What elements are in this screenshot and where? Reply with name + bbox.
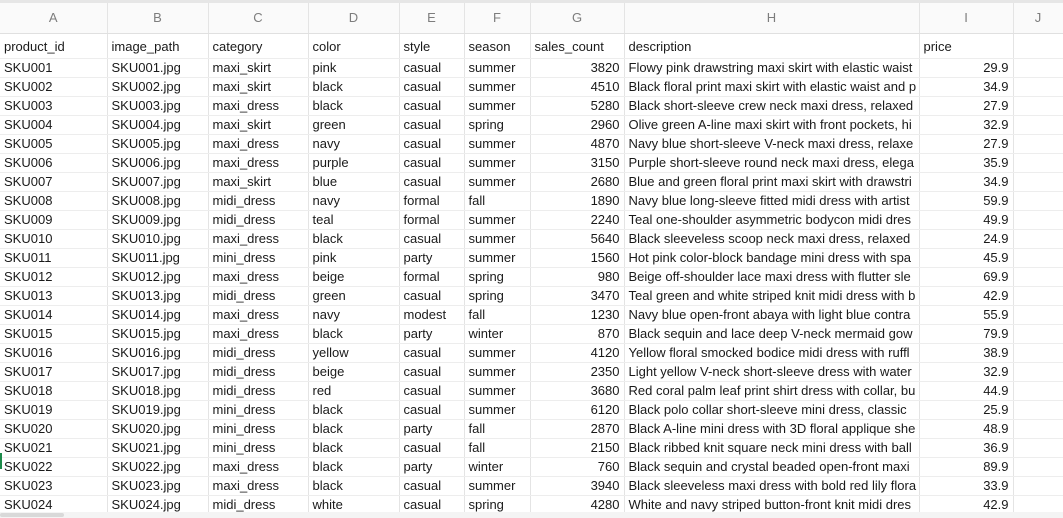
header-cell-color[interactable]: color: [308, 34, 399, 59]
sales-count-cell[interactable]: 2240: [530, 211, 624, 230]
category-cell[interactable]: midi_dress: [208, 192, 308, 211]
style-cell[interactable]: casual: [399, 287, 464, 306]
style-cell[interactable]: party: [399, 420, 464, 439]
category-cell[interactable]: maxi_dress: [208, 477, 308, 496]
category-cell[interactable]: maxi_dress: [208, 325, 308, 344]
description-cell[interactable]: Navy blue long-sleeve fitted midi dress with artist: [624, 192, 919, 211]
empty-cell[interactable]: [1013, 325, 1063, 344]
table-row: [0, 78, 1063, 97]
style-cell[interactable]: formal: [399, 211, 464, 230]
category-cell[interactable]: midi_dress: [208, 287, 308, 306]
table-row: [0, 249, 1063, 268]
category-cell[interactable]: midi_dress: [208, 344, 308, 363]
season-cell[interactable]: summer: [464, 211, 530, 230]
season-cell[interactable]: fall: [464, 420, 530, 439]
product-id-cell[interactable]: SKU005: [0, 135, 107, 154]
field-header-row: [0, 34, 1063, 59]
product-id-cell[interactable]: SKU022: [0, 458, 107, 477]
image-path-cell[interactable]: SKU009.jpg: [107, 211, 208, 230]
empty-cell[interactable]: [1013, 477, 1063, 496]
color-cell[interactable]: black: [308, 477, 399, 496]
image-path-cell[interactable]: SKU013.jpg: [107, 287, 208, 306]
empty-cell[interactable]: [1013, 135, 1063, 154]
description-cell[interactable]: Flowy pink drawstring maxi skirt with elastic waist: [624, 59, 919, 78]
style-cell[interactable]: casual: [399, 230, 464, 249]
description-cell[interactable]: Teal one-shoulder asymmetric bodycon midi dres: [624, 211, 919, 230]
description-cell[interactable]: Black ribbed knit square neck mini dress with ball: [624, 439, 919, 458]
sales-count-cell[interactable]: 3150: [530, 154, 624, 173]
price-cell[interactable]: 44.9: [919, 382, 1013, 401]
price-cell[interactable]: 34.9: [919, 173, 1013, 192]
season-cell[interactable]: summer: [464, 249, 530, 268]
empty-cell[interactable]: [1013, 78, 1063, 97]
table-row: [0, 230, 1063, 249]
color-cell[interactable]: blue: [308, 173, 399, 192]
sales-count-cell[interactable]: 4870: [530, 135, 624, 154]
category-cell[interactable]: maxi_dress: [208, 458, 308, 477]
description-cell[interactable]: Navy blue short-sleeve V-neck maxi dress, relaxe: [624, 135, 919, 154]
column-header-e[interactable]: E: [399, 3, 464, 34]
image-path-cell[interactable]: SKU019.jpg: [107, 401, 208, 420]
price-cell[interactable]: 32.9: [919, 116, 1013, 135]
image-path-cell[interactable]: SKU011.jpg: [107, 249, 208, 268]
empty-cell[interactable]: [1013, 306, 1063, 325]
color-cell[interactable]: black: [308, 458, 399, 477]
table-row: [0, 382, 1063, 401]
table-row: [0, 439, 1063, 458]
category-cell[interactable]: maxi_dress: [208, 135, 308, 154]
price-cell[interactable]: 89.9: [919, 458, 1013, 477]
price-cell[interactable]: 36.9: [919, 439, 1013, 458]
header-cell-season[interactable]: season: [464, 34, 530, 59]
empty-cell[interactable]: [1013, 230, 1063, 249]
image-path-cell[interactable]: SKU017.jpg: [107, 363, 208, 382]
season-cell[interactable]: fall: [464, 439, 530, 458]
table-row: [0, 192, 1063, 211]
image-path-cell[interactable]: SKU014.jpg: [107, 306, 208, 325]
sales-count-cell[interactable]: 2150: [530, 439, 624, 458]
product-id-cell[interactable]: SKU007: [0, 173, 107, 192]
category-cell[interactable]: maxi_dress: [208, 306, 308, 325]
table-row: [0, 287, 1063, 306]
product-id-cell[interactable]: SKU018: [0, 382, 107, 401]
style-cell[interactable]: casual: [399, 382, 464, 401]
color-cell[interactable]: black: [308, 401, 399, 420]
table-row: [0, 344, 1063, 363]
table-row: [0, 154, 1063, 173]
table-row: [0, 268, 1063, 287]
style-cell[interactable]: casual: [399, 116, 464, 135]
empty-cell[interactable]: [1013, 211, 1063, 230]
table-row: [0, 116, 1063, 135]
header-cell-sales-count[interactable]: sales_count: [530, 34, 624, 59]
style-cell[interactable]: party: [399, 458, 464, 477]
table-row: [0, 363, 1063, 382]
style-cell[interactable]: casual: [399, 78, 464, 97]
table-row: [0, 59, 1063, 78]
season-cell[interactable]: summer: [464, 382, 530, 401]
sales-count-cell[interactable]: 1230: [530, 306, 624, 325]
column-header-i[interactable]: I: [919, 3, 1013, 34]
empty-cell[interactable]: [1013, 97, 1063, 116]
product-id-cell[interactable]: SKU013: [0, 287, 107, 306]
category-cell[interactable]: maxi_skirt: [208, 173, 308, 192]
season-cell[interactable]: summer: [464, 154, 530, 173]
product-id-cell[interactable]: SKU010: [0, 230, 107, 249]
horizontal-scrollbar[interactable]: [0, 512, 1063, 518]
color-cell[interactable]: yellow: [308, 344, 399, 363]
season-cell[interactable]: spring: [464, 496, 530, 515]
spreadsheet-grid[interactable]: [0, 3, 1063, 518]
empty-cell[interactable]: [1013, 439, 1063, 458]
color-cell[interactable]: beige: [308, 268, 399, 287]
price-cell[interactable]: 33.9: [919, 477, 1013, 496]
image-path-cell[interactable]: SKU004.jpg: [107, 116, 208, 135]
table-row: [0, 211, 1063, 230]
image-path-cell[interactable]: SKU005.jpg: [107, 135, 208, 154]
color-cell[interactable]: green: [308, 287, 399, 306]
product-id-cell[interactable]: SKU020: [0, 420, 107, 439]
season-cell[interactable]: summer: [464, 363, 530, 382]
color-cell[interactable]: purple: [308, 154, 399, 173]
column-header-c[interactable]: C: [208, 3, 308, 34]
price-cell[interactable]: 34.9: [919, 78, 1013, 97]
empty-cell[interactable]: [1013, 382, 1063, 401]
image-path-cell[interactable]: SKU022.jpg: [107, 458, 208, 477]
header-cell-category[interactable]: category: [208, 34, 308, 59]
season-cell[interactable]: fall: [464, 192, 530, 211]
image-path-cell[interactable]: SKU001.jpg: [107, 59, 208, 78]
product-id-cell[interactable]: SKU003: [0, 97, 107, 116]
image-path-cell[interactable]: SKU007.jpg: [107, 173, 208, 192]
description-cell[interactable]: Blue and green floral print maxi skirt with drawstri: [624, 173, 919, 192]
header-cell-description[interactable]: description: [624, 34, 919, 59]
price-cell[interactable]: 35.9: [919, 154, 1013, 173]
category-cell[interactable]: midi_dress: [208, 496, 308, 515]
table-row: [0, 325, 1063, 344]
description-cell[interactable]: Black A-line mini dress with 3D floral applique she: [624, 420, 919, 439]
header-cell-price[interactable]: price: [919, 34, 1013, 59]
price-cell[interactable]: 49.9: [919, 211, 1013, 230]
price-cell[interactable]: 29.9: [919, 59, 1013, 78]
header-cell-product-id[interactable]: product_id: [0, 34, 107, 59]
style-cell[interactable]: casual: [399, 496, 464, 515]
color-cell[interactable]: pink: [308, 249, 399, 268]
style-cell[interactable]: casual: [399, 135, 464, 154]
season-cell[interactable]: summer: [464, 173, 530, 192]
price-cell[interactable]: 42.9: [919, 496, 1013, 515]
product-id-cell[interactable]: SKU011: [0, 249, 107, 268]
product-id-cell[interactable]: SKU021: [0, 439, 107, 458]
description-cell[interactable]: Black sleeveless maxi dress with bold red lily flora: [624, 477, 919, 496]
description-cell[interactable]: Yellow floral smocked bodice midi dress with ruffl: [624, 344, 919, 363]
season-cell[interactable]: spring: [464, 268, 530, 287]
style-cell[interactable]: casual: [399, 154, 464, 173]
product-id-cell[interactable]: SKU002: [0, 78, 107, 97]
empty-cell[interactable]: [1013, 268, 1063, 287]
empty-cell[interactable]: [1013, 249, 1063, 268]
price-cell[interactable]: 69.9: [919, 268, 1013, 287]
sales-count-cell[interactable]: 4510: [530, 78, 624, 97]
description-cell[interactable]: Black short-sleeve crew neck maxi dress, relaxed: [624, 97, 919, 116]
product-id-cell[interactable]: SKU017: [0, 363, 107, 382]
category-cell[interactable]: maxi_skirt: [208, 78, 308, 97]
image-path-cell[interactable]: SKU021.jpg: [107, 439, 208, 458]
style-cell[interactable]: party: [399, 325, 464, 344]
description-cell[interactable]: Black polo collar short-sleeve mini dress, classic: [624, 401, 919, 420]
sales-count-cell[interactable]: 4120: [530, 344, 624, 363]
empty-cell[interactable]: [1013, 34, 1063, 59]
column-header-a[interactable]: A: [0, 3, 107, 34]
empty-cell[interactable]: [1013, 173, 1063, 192]
header-cell-image-path[interactable]: image_path: [107, 34, 208, 59]
product-id-cell[interactable]: SKU009: [0, 211, 107, 230]
product-id-cell[interactable]: SKU004: [0, 116, 107, 135]
price-cell[interactable]: 24.9: [919, 230, 1013, 249]
style-cell[interactable]: party: [399, 249, 464, 268]
category-cell[interactable]: mini_dress: [208, 401, 308, 420]
category-cell[interactable]: maxi_dress: [208, 268, 308, 287]
product-id-cell[interactable]: SKU019: [0, 401, 107, 420]
price-cell[interactable]: 27.9: [919, 97, 1013, 116]
season-cell[interactable]: summer: [464, 230, 530, 249]
sales-count-cell[interactable]: 3940: [530, 477, 624, 496]
image-path-cell[interactable]: SKU024.jpg: [107, 496, 208, 515]
style-cell[interactable]: casual: [399, 97, 464, 116]
price-cell[interactable]: 38.9: [919, 344, 1013, 363]
sales-count-cell[interactable]: 1890: [530, 192, 624, 211]
color-cell[interactable]: black: [308, 325, 399, 344]
sales-count-cell[interactable]: 4280: [530, 496, 624, 515]
column-header-b[interactable]: B: [107, 3, 208, 34]
category-cell[interactable]: maxi_dress: [208, 97, 308, 116]
description-cell[interactable]: Olive green A-line maxi skirt with front pockets, hi: [624, 116, 919, 135]
color-cell[interactable]: black: [308, 439, 399, 458]
table-row: [0, 135, 1063, 154]
description-cell[interactable]: Black sleeveless scoop neck maxi dress, relaxed: [624, 230, 919, 249]
header-cell-style[interactable]: style: [399, 34, 464, 59]
season-cell[interactable]: summer: [464, 78, 530, 97]
empty-cell[interactable]: [1013, 116, 1063, 135]
column-header-f[interactable]: F: [464, 3, 530, 34]
category-cell[interactable]: maxi_dress: [208, 230, 308, 249]
price-cell[interactable]: 45.9: [919, 249, 1013, 268]
style-cell[interactable]: formal: [399, 192, 464, 211]
sales-count-cell[interactable]: 2960: [530, 116, 624, 135]
table-row: [0, 401, 1063, 420]
empty-cell[interactable]: [1013, 420, 1063, 439]
table-row: [0, 458, 1063, 477]
category-cell[interactable]: mini_dress: [208, 420, 308, 439]
image-path-cell[interactable]: SKU003.jpg: [107, 97, 208, 116]
color-cell[interactable]: black: [308, 97, 399, 116]
price-cell[interactable]: 42.9: [919, 287, 1013, 306]
product-id-cell[interactable]: SKU014: [0, 306, 107, 325]
image-path-cell[interactable]: SKU023.jpg: [107, 477, 208, 496]
price-cell[interactable]: 32.9: [919, 363, 1013, 382]
style-cell[interactable]: casual: [399, 477, 464, 496]
description-cell[interactable]: Black sequin and lace deep V-neck mermaid gow: [624, 325, 919, 344]
empty-cell[interactable]: [1013, 59, 1063, 78]
style-cell[interactable]: modest: [399, 306, 464, 325]
column-header-h[interactable]: H: [624, 3, 919, 34]
sales-count-cell[interactable]: 3680: [530, 382, 624, 401]
color-cell[interactable]: navy: [308, 306, 399, 325]
price-cell[interactable]: 27.9: [919, 135, 1013, 154]
table-row: [0, 97, 1063, 116]
color-cell[interactable]: teal: [308, 211, 399, 230]
category-cell[interactable]: mini_dress: [208, 439, 308, 458]
season-cell[interactable]: spring: [464, 116, 530, 135]
scrollbar-thumb[interactable]: [0, 513, 64, 517]
color-cell[interactable]: green: [308, 116, 399, 135]
color-cell[interactable]: pink: [308, 59, 399, 78]
description-cell[interactable]: Hot pink color-block bandage mini dress with spa: [624, 249, 919, 268]
sales-count-cell[interactable]: 2680: [530, 173, 624, 192]
sales-count-cell[interactable]: 2870: [530, 420, 624, 439]
category-cell[interactable]: maxi_dress: [208, 154, 308, 173]
price-cell[interactable]: 25.9: [919, 401, 1013, 420]
table-row: [0, 420, 1063, 439]
category-cell[interactable]: maxi_skirt: [208, 116, 308, 135]
empty-cell[interactable]: [1013, 344, 1063, 363]
description-cell[interactable]: Beige off-shoulder lace maxi dress with flutter sle: [624, 268, 919, 287]
image-path-cell[interactable]: SKU012.jpg: [107, 268, 208, 287]
description-cell[interactable]: Purple short-sleeve round neck maxi dress, elega: [624, 154, 919, 173]
price-cell[interactable]: 48.9: [919, 420, 1013, 439]
empty-cell[interactable]: [1013, 401, 1063, 420]
season-cell[interactable]: winter: [464, 325, 530, 344]
product-id-cell[interactable]: SKU015: [0, 325, 107, 344]
price-cell[interactable]: 55.9: [919, 306, 1013, 325]
category-cell[interactable]: maxi_skirt: [208, 59, 308, 78]
price-cell[interactable]: 79.9: [919, 325, 1013, 344]
sales-count-cell[interactable]: 760: [530, 458, 624, 477]
style-cell[interactable]: casual: [399, 59, 464, 78]
season-cell[interactable]: spring: [464, 287, 530, 306]
color-cell[interactable]: red: [308, 382, 399, 401]
product-id-cell[interactable]: SKU001: [0, 59, 107, 78]
image-path-cell[interactable]: SKU015.jpg: [107, 325, 208, 344]
season-cell[interactable]: summer: [464, 401, 530, 420]
image-path-cell[interactable]: SKU006.jpg: [107, 154, 208, 173]
image-path-cell[interactable]: SKU002.jpg: [107, 78, 208, 97]
style-cell[interactable]: casual: [399, 173, 464, 192]
sales-count-cell[interactable]: 2350: [530, 363, 624, 382]
table-row: [0, 306, 1063, 325]
color-cell[interactable]: black: [308, 230, 399, 249]
empty-cell[interactable]: [1013, 154, 1063, 173]
season-cell[interactable]: summer: [464, 135, 530, 154]
image-path-cell[interactable]: SKU018.jpg: [107, 382, 208, 401]
category-cell[interactable]: midi_dress: [208, 382, 308, 401]
product-id-cell[interactable]: SKU023: [0, 477, 107, 496]
color-cell[interactable]: navy: [308, 192, 399, 211]
column-header-d[interactable]: D: [308, 3, 399, 34]
empty-cell[interactable]: [1013, 192, 1063, 211]
active-cell-marker: [0, 453, 2, 469]
season-cell[interactable]: summer: [464, 59, 530, 78]
data-table: [0, 3, 1063, 515]
style-cell[interactable]: casual: [399, 363, 464, 382]
product-id-cell[interactable]: SKU006: [0, 154, 107, 173]
category-cell[interactable]: midi_dress: [208, 363, 308, 382]
table-row: [0, 477, 1063, 496]
image-path-cell[interactable]: SKU010.jpg: [107, 230, 208, 249]
empty-cell[interactable]: [1013, 458, 1063, 477]
sales-count-cell[interactable]: 5280: [530, 97, 624, 116]
season-cell[interactable]: summer: [464, 344, 530, 363]
product-id-cell[interactable]: SKU008: [0, 192, 107, 211]
description-cell[interactable]: Red coral palm leaf print shirt dress with collar, bu: [624, 382, 919, 401]
sales-count-cell[interactable]: 5640: [530, 230, 624, 249]
sales-count-cell[interactable]: 980: [530, 268, 624, 287]
sales-count-cell[interactable]: 3470: [530, 287, 624, 306]
price-cell[interactable]: 59.9: [919, 192, 1013, 211]
image-path-cell[interactable]: SKU016.jpg: [107, 344, 208, 363]
color-cell[interactable]: black: [308, 420, 399, 439]
empty-cell[interactable]: [1013, 287, 1063, 306]
color-cell[interactable]: navy: [308, 135, 399, 154]
color-cell[interactable]: black: [308, 78, 399, 97]
product-id-cell[interactable]: SKU024: [0, 496, 107, 515]
style-cell[interactable]: casual: [399, 401, 464, 420]
description-cell[interactable]: Navy blue open-front abaya with light blue contra: [624, 306, 919, 325]
season-cell[interactable]: summer: [464, 97, 530, 116]
description-cell[interactable]: Black floral print maxi skirt with elastic waist and p: [624, 78, 919, 97]
product-id-cell[interactable]: SKU012: [0, 268, 107, 287]
description-cell[interactable]: Black sequin and crystal beaded open-front maxi: [624, 458, 919, 477]
color-cell[interactable]: beige: [308, 363, 399, 382]
sales-count-cell[interactable]: 6120: [530, 401, 624, 420]
table-row: [0, 173, 1063, 192]
category-cell[interactable]: midi_dress: [208, 211, 308, 230]
column-header-row: [0, 3, 1063, 34]
style-cell[interactable]: formal: [399, 268, 464, 287]
column-header-g[interactable]: G: [530, 3, 624, 34]
season-cell[interactable]: summer: [464, 477, 530, 496]
color-cell[interactable]: white: [308, 496, 399, 515]
description-cell[interactable]: White and navy striped button-front knit midi dres: [624, 496, 919, 515]
column-header-j[interactable]: J: [1013, 3, 1063, 34]
empty-cell[interactable]: [1013, 363, 1063, 382]
style-cell[interactable]: casual: [399, 344, 464, 363]
sales-count-cell[interactable]: 870: [530, 325, 624, 344]
description-cell[interactable]: Teal green and white striped knit midi dress with b: [624, 287, 919, 306]
style-cell[interactable]: casual: [399, 439, 464, 458]
season-cell[interactable]: fall: [464, 306, 530, 325]
description-cell[interactable]: Light yellow V-neck short-sleeve dress with water: [624, 363, 919, 382]
category-cell[interactable]: mini_dress: [208, 249, 308, 268]
product-id-cell[interactable]: SKU016: [0, 344, 107, 363]
sales-count-cell[interactable]: 1560: [530, 249, 624, 268]
image-path-cell[interactable]: SKU020.jpg: [107, 420, 208, 439]
sales-count-cell[interactable]: 3820: [530, 59, 624, 78]
season-cell[interactable]: winter: [464, 458, 530, 477]
image-path-cell[interactable]: SKU008.jpg: [107, 192, 208, 211]
